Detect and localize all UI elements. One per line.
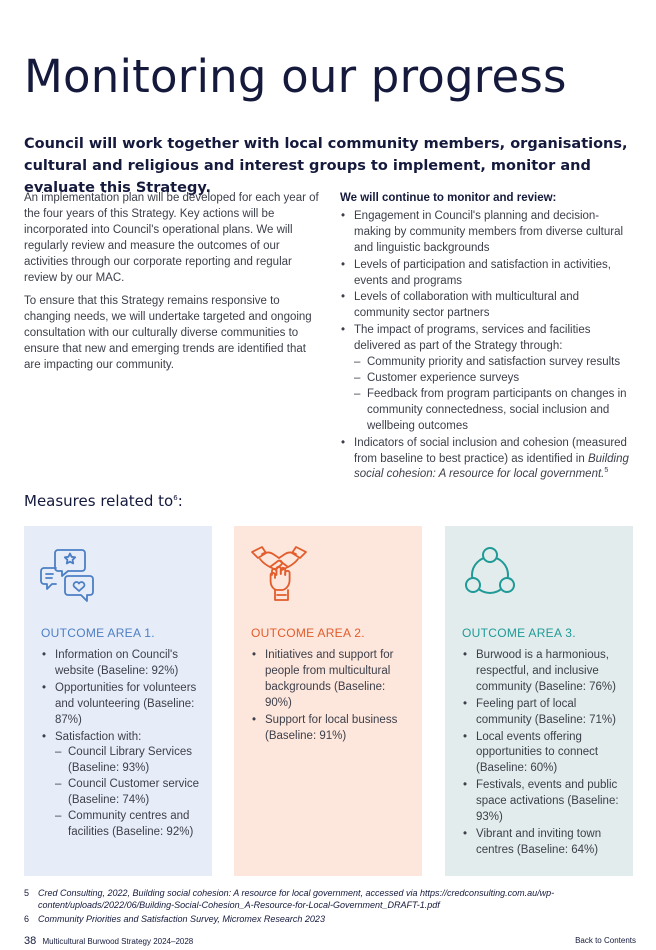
measure-item-label: Satisfaction with:	[55, 730, 142, 743]
outcome-area-title: OUTCOME AREA 3.	[462, 626, 576, 640]
footnote-number: 6	[24, 914, 30, 924]
page-number: 38	[24, 935, 37, 947]
measure-subitem: – Council Library Services (Baseline: 93%)	[55, 745, 201, 777]
page-footer	[24, 935, 636, 947]
measure-item: • Initiatives and support for people from multicultural backgrounds (Baseline: 90%)	[251, 648, 411, 712]
measure-subitem: – Council Customer service (Baseline: 74%)	[55, 777, 201, 809]
review-item-impact	[340, 323, 636, 434]
network-cycle-icon	[459, 542, 521, 604]
back-to-contents-link[interactable]: Back to Contents	[575, 936, 636, 945]
measure-item: • Burwood is a harmonious, respectful, and inclusive community (Baseline: 76%)	[462, 648, 622, 696]
satisfaction-sublist	[55, 745, 201, 840]
implementation-column	[24, 191, 324, 382]
review-item-indicators	[340, 436, 636, 484]
measure-item: • Local events offering opportunities to connect (Baseline: 60%)	[462, 730, 622, 778]
measure-item: • Feeling part of local community (Baseline: 71%)	[462, 697, 622, 729]
footnote-6	[24, 913, 636, 925]
chat-bubbles-icon	[38, 542, 100, 604]
measure-subitem: – Community centres and facilities (Baseline: 92%)	[55, 809, 201, 841]
outcome-area-title: OUTCOME AREA 1.	[41, 626, 155, 640]
measures-label: Measures related to	[24, 492, 174, 510]
review-item: • Levels of participation and satisfaction in activities, events and programs	[340, 258, 636, 290]
outcome-area-title: OUTCOME AREA 2.	[251, 626, 365, 640]
indicators-text: Indicators of social inclusion and cohesion (measured from baseline to best practice) as identified in	[354, 436, 627, 465]
document-title: Multicultural Burwood Strategy 2024–2028	[42, 937, 194, 946]
footnote-text: Community Priorities and Satisfaction Survey, Micromex Research 2023	[38, 914, 325, 924]
footnote-text: Cred Consulting, 2022, Building social cohesion: A resource for local government, accessed via https://credconsulting.com.au/wp-content/uploads/2022/06/Building-Social-Cohesion_A-Resource-for-Local-Government_DRAFT-1.pdf	[38, 888, 555, 910]
review-list	[340, 209, 636, 483]
measures-list	[41, 648, 201, 841]
outcome-area-measures	[462, 648, 622, 860]
footnotes	[24, 887, 636, 927]
review-item-label: The impact of programs, services and facilities delivered as part of the Strategy through:	[354, 324, 591, 353]
footnote-ref-5: 5	[604, 467, 609, 475]
measure-item: • Support for local business (Baseline: 91%)	[251, 713, 411, 745]
footnote-ref-6: 6	[173, 494, 178, 502]
measures-heading	[24, 492, 183, 510]
outcome-area-measures	[41, 648, 201, 842]
review-item: • Engagement in Council's planning and decision-making by community members from diverse cultural and linguistic backgrounds	[340, 209, 636, 257]
review-item: • Levels of collaboration with multicultural and community sector partners	[340, 290, 636, 322]
stacked-hands-icon	[248, 542, 310, 604]
measure-item: • Information on Council's website (Baseline: 92%)	[41, 648, 201, 680]
measure-item: • Vibrant and inviting town centres (Baseline: 64%)	[462, 827, 622, 859]
implementation-paragraph: An implementation plan will be developed for each year of the four years of this Strategy. Key actions will be incorporated into Council's operational plans. We will regularly review and measure the outcomes of our activities through our corporate reporting and regular review by our MAC.	[24, 192, 319, 284]
measures-list	[462, 648, 622, 859]
review-subitem: – Community priority and satisfaction survey results	[354, 355, 636, 371]
review-column	[340, 191, 636, 484]
review-subitem: – Feedback from program participants on changes in community connectedness, social inclusion and wellbeing outcomes	[354, 387, 636, 435]
review-sublist	[354, 355, 636, 435]
outcome-card-2	[234, 526, 422, 876]
measure-item: • Opportunities for volunteers and volunteering (Baseline: 87%)	[41, 681, 201, 729]
review-heading: We will continue to monitor and review:	[340, 192, 557, 204]
outcome-area-measures	[251, 648, 411, 745]
outcome-card-3	[445, 526, 633, 876]
measure-item-satisfaction	[41, 730, 201, 841]
outcome-card-1	[24, 526, 212, 876]
measures-list	[251, 648, 411, 744]
review-subitem: – Customer experience surveys	[354, 371, 636, 387]
footnote-5	[24, 887, 636, 911]
measures-suffix: :	[177, 492, 183, 510]
footnote-number: 5	[24, 888, 30, 898]
measure-item: • Festivals, events and public space activations (Baseline: 93%)	[462, 778, 622, 826]
lead-paragraph: Council will work together with local community members, organisations, cultural and religious and interest groups to implement, monitor and evaluate this Strategy.	[24, 136, 628, 196]
resource-title: Building social cohesion: A resource for local government.	[354, 452, 629, 481]
consultation-paragraph: To ensure that this Strategy remains responsive to changing needs, we will undertake targeted and ongoing consultation with our culturally diverse communities to ensure that new and emerging trends are identified that are impacting our community.	[24, 295, 312, 372]
page-title: Monitoring our progress	[24, 50, 567, 103]
